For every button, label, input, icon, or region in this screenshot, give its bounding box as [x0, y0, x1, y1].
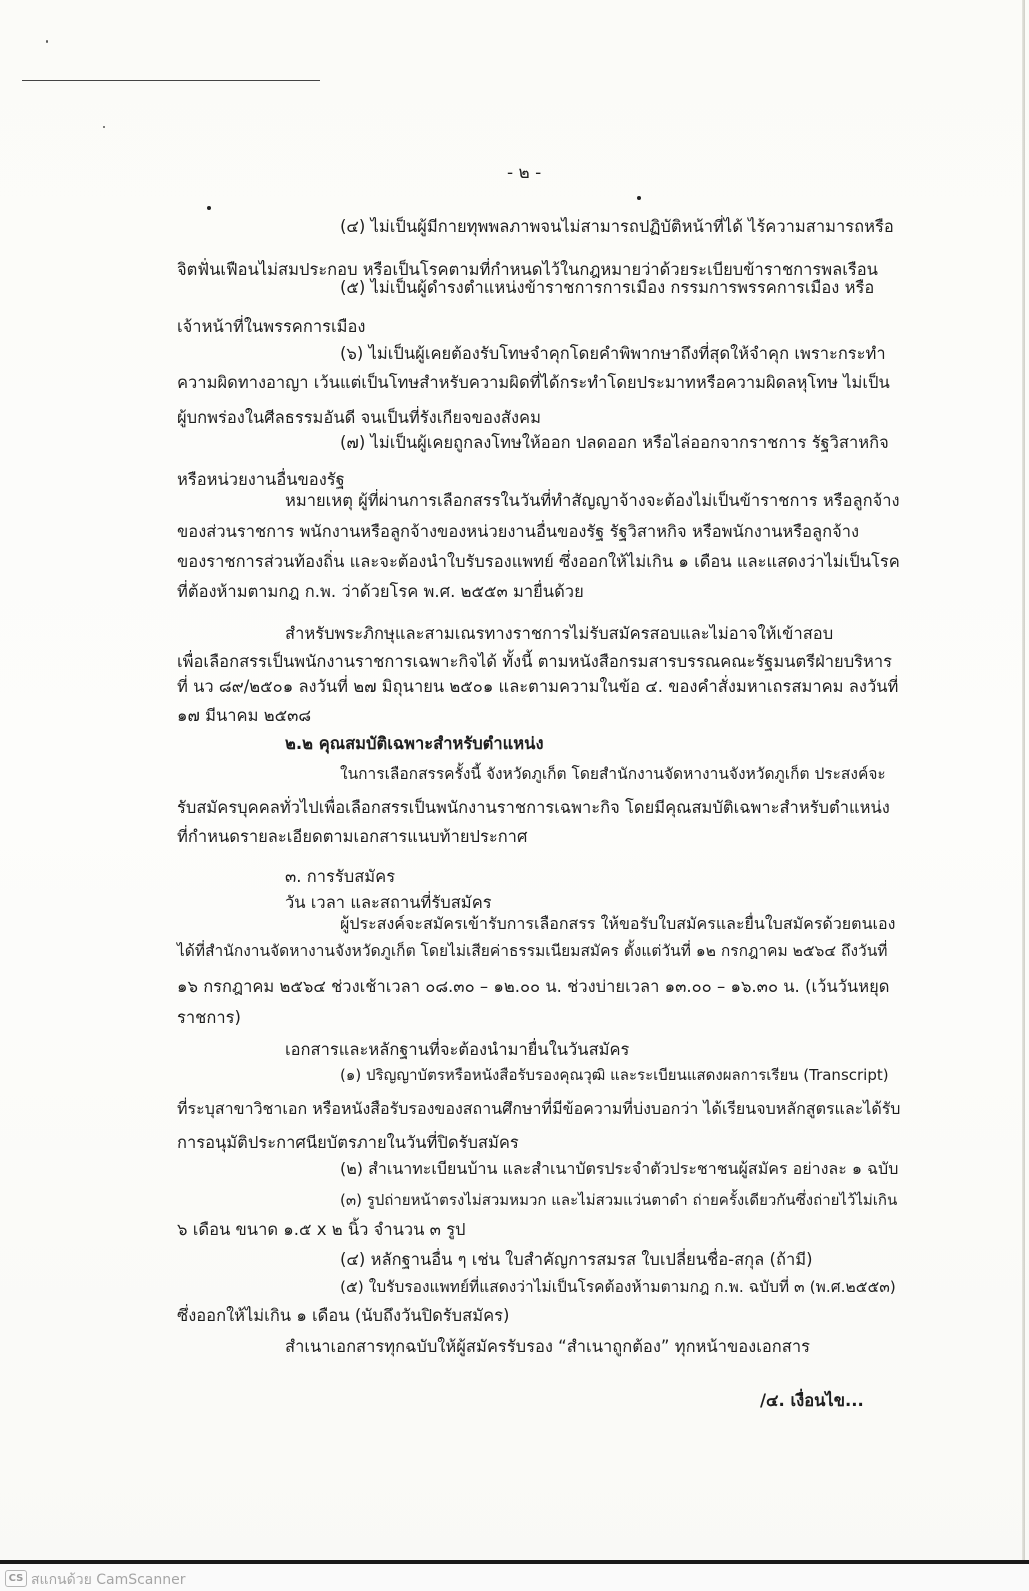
camscanner-label: สแกนด้วย CamScanner [31, 1572, 186, 1588]
paragraph-line: หมายเหตุ ผู้ที่ผ่านการเลือกสรรในวันที่ทำสัญญาจ้างจะต้องไม่เป็นข้าราชการ หรือลูกจ้าง [285, 491, 900, 510]
paragraph-line: ผู้บกพร่องในศีลธรรมอันดี จนเป็นที่รังเกียจของสังคม [177, 408, 541, 427]
paragraph-line: เพื่อเลือกสรรเป็นพนักงานราชการเฉพาะกิจได้ ทั้งนี้ ตามหนังสือกรมสารบรรณคณะรัฐมนตรีฝ่ายบริหาร [177, 652, 893, 671]
paragraph-line: (๕) ไม่เป็นผู้ดำรงตำแหน่งข้าราชการการเมือง กรรมการพรรคการเมือง หรือ [340, 278, 875, 297]
paragraph-line: ของราชการส่วนท้องถิ่น และจะต้องนำใบรับรองแพทย์ ซึ่งออกให้ไม่เกิน ๑ เดือน และแสดงว่าไม่เป็นโรค [177, 552, 900, 571]
paragraph-line: (๗) ไม่เป็นผู้เคยถูกลงโทษให้ออก ปลดออก หรือไล่ออกจากราชการ รัฐวิสาหกิจ [340, 433, 889, 452]
scan-speck [207, 206, 211, 210]
scan-speck [637, 196, 641, 200]
paragraph-line: ราชการ) [177, 1008, 241, 1027]
paragraph-line: (๖) ไม่เป็นผู้เคยต้องรับโทษจำคุกโดยคำพิพากษาถึงที่สุดให้จำคุก เพราะกระทำ [340, 344, 886, 363]
paragraph-line: (๔) หลักฐานอื่น ๆ เช่น ใบสำคัญการสมรส ใบเปลี่ยนชื่อ-สกุล (ถ้ามี) [340, 1250, 813, 1269]
paragraph-line: (๒) สำเนาทะเบียนบ้าน และสำเนาบัตรประจำตัวประชาชนผู้สมัคร อย่างละ ๑ ฉบับ [340, 1159, 899, 1178]
page-edge [1022, 0, 1025, 1562]
paragraph-line: (๔) ไม่เป็นผู้มีกายทุพพลภาพจนไม่สามารถปฏิบัติหน้าที่ได้ ไร้ความสามารถหรือ [340, 217, 894, 236]
paragraph-line: หรือหน่วยงานอื่นของรัฐ [177, 470, 345, 489]
section-heading: ๓. การรับสมัคร [285, 867, 396, 886]
paragraph-line: การอนุมัติประกาศนียบัตรภายในวันที่ปิดรับสมัคร [177, 1133, 519, 1152]
scan-speck [103, 126, 105, 128]
paragraph-line: เจ้าหน้าที่ในพรรคการเมือง [177, 317, 366, 336]
scan-speck [46, 40, 48, 43]
paragraph-line: ความผิดทางอาญา เว้นแต่เป็นโทษสำหรับความผิดที่ได้กระทำโดยประมาทหรือความผิดลหุโทษ ไม่เป็น [177, 373, 890, 392]
paragraph-line: จิตฟั่นเฟือนไม่สมประกอบ หรือเป็นโรคตามที่กำหนดไว้ในกฎหมายว่าด้วยระเบียบข้าราชการพลเรือน [177, 260, 878, 279]
subsection-heading: เอกสารและหลักฐานที่จะต้องนำมายื่นในวันสมัคร [285, 1040, 630, 1059]
paragraph-line: สำเนาเอกสารทุกฉบับให้ผู้สมัครรับรอง “สำเนาถูกต้อง” ทุกหน้าของเอกสาร [285, 1337, 810, 1356]
paragraph-line: ในการเลือกสรรครั้งนี้ จังหวัดภูเก็ต โดยสำนักงานจัดหางานจังหวัดภูเก็ต ประสงค์จะ [340, 765, 886, 783]
paragraph-line: ได้ที่สำนักงานจัดหางานจังหวัดภูเก็ต โดยไม่เสียค่าธรรมเนียมสมัคร ตั้งแต่วันที่ ๑๒ กรกฎาคม ๒๕๖๔ ถึงวันที่ [177, 942, 888, 960]
paragraph-line: สำหรับพระภิกษุและสามเณรทางราชการไม่รับสมัครสอบและไม่อาจให้เข้าสอบ [285, 624, 834, 643]
paragraph-line: ของส่วนราชการ พนักงานหรือลูกจ้างของหน่วยงานอื่นของรัฐ รัฐวิสาหกิจ หรือพนักงานหรือลูกจ้าง [177, 522, 860, 541]
paragraph-line: ที่ นว ๘๙/๒๕๐๑ ลงวันที่ ๒๗ มิถุนายน ๒๕๐๑ และตามความในข้อ ๔. ของคำสั่งมหาเถรสมาคม ลงวันที่ [177, 677, 899, 696]
paragraph-line: ที่ระบุสาขาวิชาเอก หรือหนังสือรับรองของสถานศึกษาที่มีข้อความที่บ่งบอกว่า ได้เรียนจบหลักสูตรและได้รับ [177, 1099, 901, 1118]
paragraph-line: (๓) รูปถ่ายหน้าตรงไม่สวมหมวก และไม่สวมแว่นตาดำ ถ่ายครั้งเดียวกันซึ่งถ่ายไว้ไม่เกิน [340, 1191, 898, 1209]
paragraph-line: ผู้ประสงค์จะสมัครเข้ารับการเลือกสรร ให้ขอรับใบสมัครและยื่นใบสมัครด้วยตนเอง [340, 914, 896, 933]
header-rule [22, 80, 320, 81]
section-heading: ๒.๒ คุณสมบัติเฉพาะสำหรับตำแหน่ง [285, 734, 544, 753]
continuation-marker: /๔. เงื่อนไข... [760, 1391, 864, 1410]
page-number: - ๒ - [507, 163, 542, 183]
subsection-heading: วัน เวลา และสถานที่รับสมัคร [285, 893, 492, 912]
paragraph-line: (๕) ใบรับรองแพทย์ที่แสดงว่าไม่เป็นโรคต้องห้ามตามกฎ ก.พ. ฉบับที่ ๓ (พ.ศ.๒๕๕๓) [340, 1278, 896, 1296]
paragraph-line: รับสมัครบุคคลทั่วไปเพื่อเลือกสรรเป็นพนักงานราชการเฉพาะกิจ โดยมีคุณสมบัติเฉพาะสำหรับตำแหน่ง [177, 798, 890, 817]
camscanner-logo-icon: CS [5, 1570, 27, 1587]
paragraph-line: ๑๗ มีนาคม ๒๕๓๘ [177, 706, 312, 725]
paragraph-line: ที่ต้องห้ามตามกฎ ก.พ. ว่าด้วยโรค พ.ศ. ๒๕๕๓ มายื่นด้วย [177, 582, 584, 601]
paragraph-line: ๖ เดือน ขนาด ๑.๕ x ๒ นิ้ว จำนวน ๓ รูป [177, 1220, 466, 1239]
paragraph-line: ซึ่งออกให้ไม่เกิน ๑ เดือน (นับถึงวันปิดรับสมัคร) [177, 1306, 510, 1325]
paragraph-line: ที่กำหนดรายละเอียดตามเอกสารแนบท้ายประกาศ [177, 827, 528, 846]
paragraph-line: ๑๖ กรกฎาคม ๒๕๖๔ ช่วงเช้าเวลา ๐๘.๓๐ – ๑๒.๐๐ น. ช่วงบ่ายเวลา ๑๓.๐๐ – ๑๖.๓๐ น. (เว้นวันหยุด [177, 977, 890, 996]
paragraph-line: (๑) ปริญญาบัตรหรือหนังสือรับรองคุณวุฒิ และระเบียนแสดงผลการเรียน (Transcript) [340, 1066, 889, 1084]
